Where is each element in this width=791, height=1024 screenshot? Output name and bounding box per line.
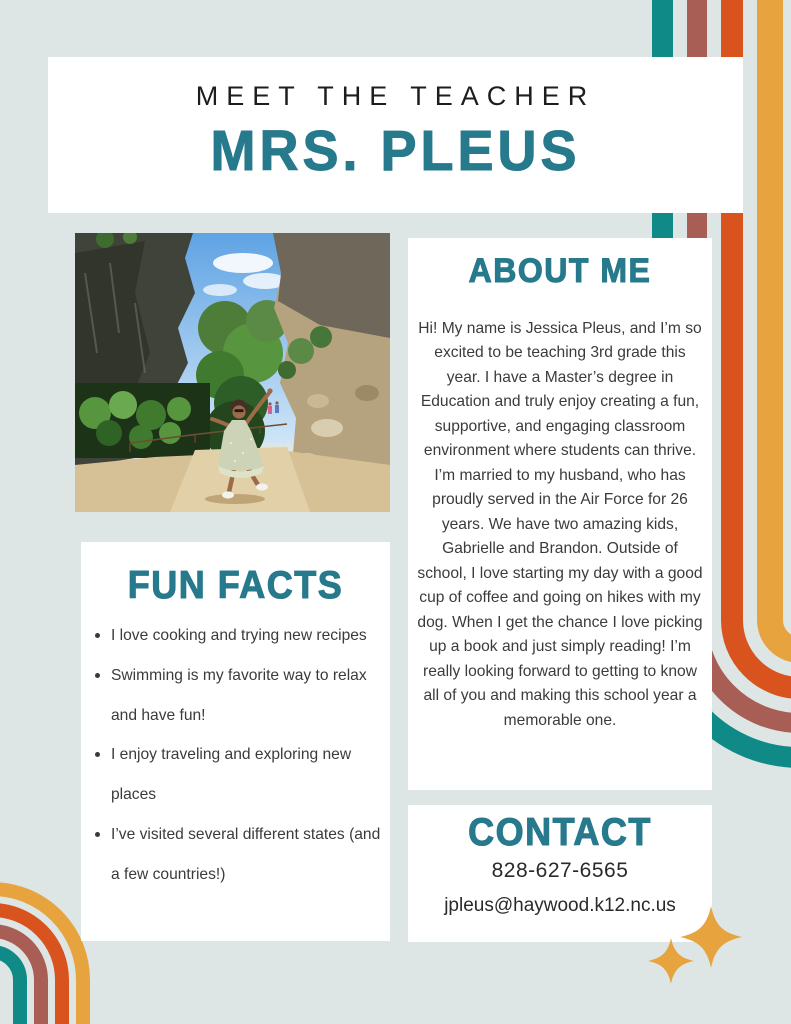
about-card [408,238,712,790]
about-heading: ABOUT ME [468,250,652,290]
fun-facts-list [81,616,384,894]
header-card [48,57,743,213]
fun-fact-item: I’ve visited several different states (and a few countries!) [111,815,384,895]
fun-fact-item: I enjoy traveling and exploring new places [111,735,384,815]
header-kicker: MEET THE TEACHER [195,81,596,111]
teacher-photo [75,233,390,512]
contact-card [408,805,712,942]
contact-email: jpleus@haywood.k12.nc.us [444,895,676,916]
fun-facts-heading: FUN FACTS [127,562,344,607]
fun-facts-card [81,542,390,941]
contact-phone: 828-627-6565 [491,859,629,882]
fun-fact-item: I love cooking and trying new recipes [111,616,384,656]
about-text: Hi! My name is Jessica Pleus, and I’m so excited to be teaching 3rd grade this year. I have a Master’s degree in Education and truly enjoy creating a fun, supportive, and engaging classroom environment where students can thrive. I’m married to my husband, who has proudly served in the Air Force for 26 years. We have two amazing kids, Gabrielle and Brandon. Outside of school, I love starting my day with a good cup of coffee and going on hikes with my dog. When I get the chance I love picking up a book and just simply reading! I’m really looking forward to getting to know all of you and making this school year a memorable one. [417,320,703,729]
teacher-name-title: MRS. PLEUS [210,119,581,183]
contact-heading: CONTACT [468,809,652,854]
fun-fact-item: Swimming is my favorite way to relax and have fun! [111,656,384,736]
